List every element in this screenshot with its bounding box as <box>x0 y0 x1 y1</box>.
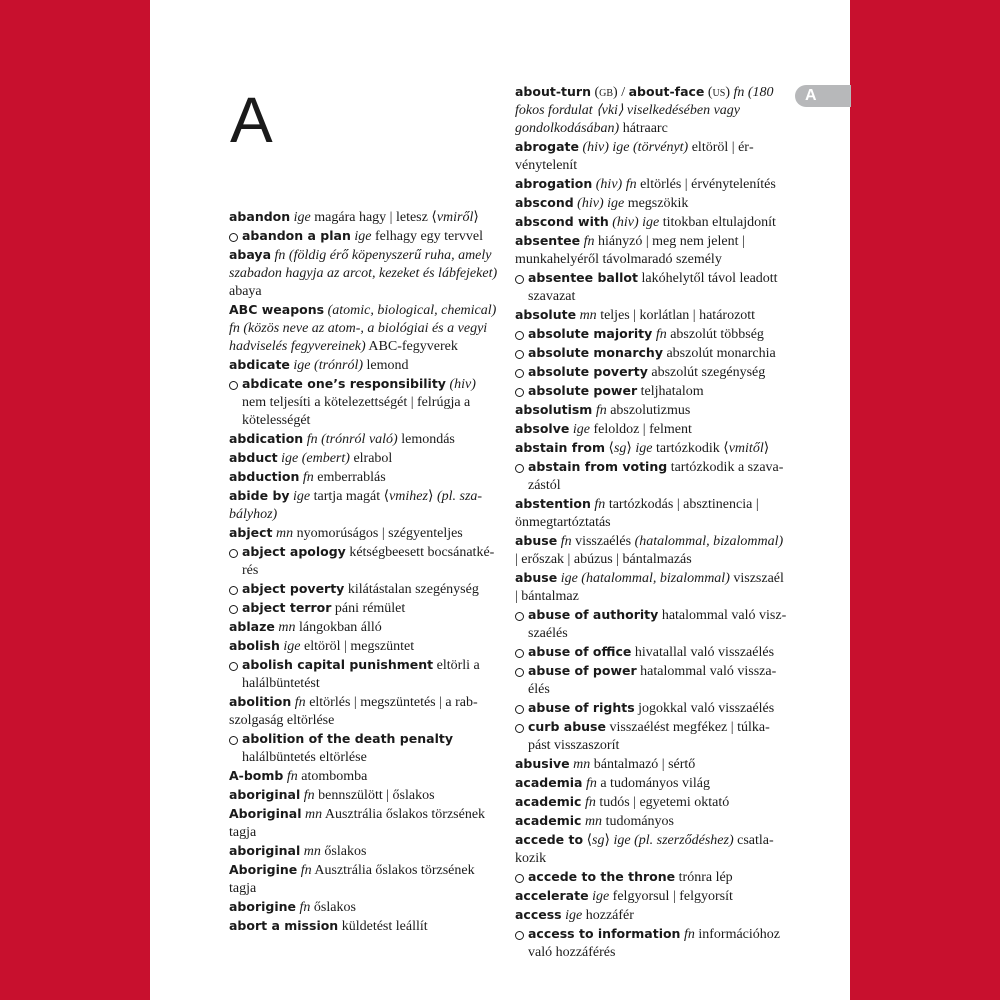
definition: eltörli a halálbüntetést <box>242 658 480 691</box>
headword: abject <box>229 525 273 540</box>
headword: abuse of rights <box>528 700 635 715</box>
definition: mn Ausztrália őslakos törzsének tagja <box>229 807 486 840</box>
headword: A-bomb <box>229 768 284 783</box>
definition: fn információhoz való hozzáférés <box>528 927 780 960</box>
definition: mn bántalmazó | sértő <box>573 757 696 772</box>
sub-entry <box>515 344 787 363</box>
sub-entry <box>515 363 787 382</box>
definition: mn nyomorúságos | szégyenteljes <box>276 526 463 541</box>
definition: ige (embert) elrabol <box>281 451 393 466</box>
headword: abduct <box>229 450 278 465</box>
sub-entry <box>515 662 787 699</box>
definition: jogokkal való visszaélés <box>634 701 775 716</box>
headword: abuse of power <box>528 663 637 678</box>
headword: academic <box>515 794 582 809</box>
headword: absolve <box>515 421 570 436</box>
definition: ige tartja magát ⟨vmihez⟩ (pl. szabályhoz) <box>229 489 483 522</box>
definition: mn teljes | korlátlan | határozott <box>579 308 756 323</box>
sub-entry <box>515 699 787 718</box>
dictionary-entry <box>515 420 787 439</box>
definition: visszaélést megfékez | túlkapást visszaszorít <box>528 720 770 753</box>
definition: fn őslakos <box>299 900 356 915</box>
definition: kétségbeesett bocsánatkérés <box>242 545 495 578</box>
definition: mn lángokban álló <box>278 620 382 635</box>
definition: hatalommal való visszaélés <box>528 664 777 697</box>
headword: abaya <box>229 247 272 262</box>
definition: ige feloldoz | felment <box>572 422 692 437</box>
sub-entry <box>515 325 787 344</box>
headword: abdicate <box>229 357 290 372</box>
dictionary-entry <box>515 232 787 269</box>
dictionary-entry <box>229 487 501 524</box>
definition: (hiv) nem teljesíti a kötelezettségét | felrúgja a kötelességét <box>242 377 476 428</box>
headword: absolute power <box>528 383 638 398</box>
definition: fn visszaélés (hatalommal, bizalommal) | erőszak | abúzus | bántalmazás <box>515 534 784 567</box>
definition: abszolút monarchia <box>662 346 776 361</box>
headword: Aboriginal <box>229 806 302 821</box>
definition: teljhatalom <box>637 384 704 399</box>
dictionary-entry <box>229 524 501 543</box>
dictionary-entry <box>229 898 501 917</box>
dictionary-entry <box>515 532 787 569</box>
headword: abstain from voting <box>528 459 668 474</box>
dictionary-entry <box>515 175 787 194</box>
definition: ⟨sg⟩ ige tartózkodik ⟨vmitől⟩ <box>604 441 770 456</box>
headword: abuse <box>515 533 558 548</box>
headword: absolutism <box>515 402 593 417</box>
dictionary-entry <box>229 861 501 898</box>
headword: abolish capital punishment <box>242 657 434 672</box>
headword: abrogation <box>515 176 593 191</box>
headword: abusive <box>515 756 570 771</box>
dictionary-entry <box>515 138 787 175</box>
dictionary-entry <box>515 194 787 213</box>
dictionary-entry <box>229 618 501 637</box>
definition: ⟨sg⟩ ige (pl. szerződéshez) csatlakozik <box>515 833 774 866</box>
definition: ige hozzáfér <box>565 908 634 923</box>
headword: Aborigine <box>229 862 298 877</box>
section-letter: A <box>230 84 273 156</box>
definition: ige felgyorsul | felgyorsít <box>592 889 733 904</box>
definition: abszolút szegénység <box>647 365 766 380</box>
left-column <box>229 208 501 936</box>
headword: abstention <box>515 496 591 511</box>
definition: ige magára hagy | letesz ⟨vmiről⟩ <box>293 210 479 225</box>
definition: fn a tudományos világ <box>585 776 710 791</box>
headword: accede to <box>515 832 584 847</box>
definition: ige eltöröl | megszüntet <box>283 639 415 654</box>
definition: (hiv) ige (törvényt) eltöröl | érvénytelenít <box>515 140 754 173</box>
dictionary-entry <box>515 755 787 774</box>
headword: abscond <box>515 195 574 210</box>
definition: küldetést leállít <box>338 919 428 934</box>
definition: tartózkodik a szavazástól <box>528 460 784 493</box>
headword: abject apology <box>242 544 346 559</box>
definition: fn hiányzó | meg nem jelent | munkahelyéről távolmaradó személy <box>515 234 745 267</box>
sub-entry <box>229 730 501 767</box>
headword: absolute majority <box>528 326 653 341</box>
headword: abdicate one’s responsibility <box>242 376 446 391</box>
sub-entry <box>229 656 501 693</box>
dictionary-entry <box>515 906 787 925</box>
headword: abolition <box>229 694 292 709</box>
headword: abject terror <box>242 600 332 615</box>
definition: fn Ausztrália őslakos törzsének tagja <box>229 863 475 896</box>
sub-entry <box>229 375 501 430</box>
definition: (atomic, biological, chemical) fn (közös neve az atom-, a biológiai és a vegyi hadviselés fegyvereinek) ABC-fegyverek <box>229 303 497 354</box>
dictionary-entry <box>229 301 501 356</box>
headword: ablaze <box>229 619 275 634</box>
headword: access <box>515 907 562 922</box>
headword: curb abuse <box>528 719 606 734</box>
definition: fn atombomba <box>286 769 368 784</box>
sub-entry <box>229 580 501 599</box>
headword: abuse of office <box>528 644 632 659</box>
sub-entry <box>229 227 501 246</box>
headword: abolition of the death penalty <box>242 731 453 746</box>
definition: ige felhagy egy tervvel <box>354 229 484 244</box>
headword: abscond with <box>515 214 609 229</box>
definition: trónra lép <box>675 870 733 885</box>
sub-entry <box>229 543 501 580</box>
headword: about-turn <box>515 84 591 99</box>
dictionary-entry <box>515 439 787 458</box>
dictionary-entry <box>515 887 787 906</box>
dictionary-entry <box>229 468 501 487</box>
sub-entry <box>515 458 787 495</box>
dictionary-entry <box>229 356 501 375</box>
dictionary-entry <box>229 693 501 730</box>
headword: abandon a plan <box>242 228 351 243</box>
dictionary-entry <box>229 208 501 227</box>
headword: abolish <box>229 638 280 653</box>
dictionary-entry <box>229 786 501 805</box>
headword: abstain from <box>515 440 605 455</box>
definition: hivatallal való visszaélés <box>631 645 775 660</box>
right-column <box>515 83 787 962</box>
headword: accede to the throne <box>528 869 676 884</box>
headword: aborigine <box>229 899 297 914</box>
dictionary-entry <box>515 793 787 812</box>
headword: access to information <box>528 926 681 941</box>
dictionary-entry <box>229 842 501 861</box>
headword: absolute monarchy <box>528 345 663 360</box>
sub-entry <box>515 382 787 401</box>
definition: fn emberrablás <box>302 470 386 485</box>
sub-entry <box>515 606 787 643</box>
headword: absentee ballot <box>528 270 638 285</box>
headword: abuse of authority <box>528 607 659 622</box>
definition: páni rémület <box>331 601 406 616</box>
headword: academia <box>515 775 583 790</box>
sub-entry <box>515 868 787 887</box>
dictionary-entry <box>515 774 787 793</box>
sub-entry <box>515 269 787 306</box>
definition: mn tudományos <box>584 814 675 829</box>
headword: absolute <box>515 307 577 322</box>
headword: ABC weapons <box>229 302 325 317</box>
definition: (hiv) ige titokban eltulajdonít <box>612 215 776 230</box>
definition: fn eltörlés | megszüntetés | a rabszolgaság eltörlése <box>229 695 478 728</box>
definition: (hiv) fn eltörlés | érvénytelenítés <box>595 177 776 192</box>
headword: absentee <box>515 233 581 248</box>
sub-entry <box>515 925 787 962</box>
definition: fn (földig érő köpenyszerű ruha, amely szabadon hagyja az arcot, kezeket és lábfejeket) abaya <box>229 248 498 299</box>
headword: abort a mission <box>229 918 339 933</box>
definition: fn tartózkodás | absztinencia | önmegtartóztatás <box>515 497 759 530</box>
dictionary-entry <box>515 83 787 138</box>
dictionary-entry <box>229 805 501 842</box>
headword: abject poverty <box>242 581 345 596</box>
headword: aboriginal <box>229 843 301 858</box>
dictionary-entry <box>515 213 787 232</box>
definition: ige (hatalommal, bizalommal) viszszaél | bántalmaz <box>515 571 784 604</box>
dictionary-entry <box>515 401 787 420</box>
headword: abrogate <box>515 139 579 154</box>
headword: accelerate <box>515 888 589 903</box>
dictionary-entry <box>515 831 787 868</box>
dictionary-entry <box>229 917 501 936</box>
definition: fn (trónról való) lemondás <box>306 432 455 447</box>
sub-entry <box>515 718 787 755</box>
definition: (gb) / about-face (us) fn (180 fokos fordulat ⟨vki⟩ viselkedésében vagy gondolkodásában) hátraarc <box>515 84 774 136</box>
definition: ige (trónról) lemond <box>293 358 409 373</box>
definition: mn őslakos <box>303 844 367 859</box>
dictionary-entry <box>229 430 501 449</box>
definition: halálbüntetés eltörlése <box>242 750 367 765</box>
dictionary-entry <box>515 569 787 606</box>
dictionary-entry <box>515 495 787 532</box>
definition: fn bennszülött | őslakos <box>303 788 435 803</box>
headword: abduction <box>229 469 300 484</box>
definition: (hiv) ige megszökik <box>577 196 689 211</box>
definition: fn abszolutizmus <box>595 403 691 418</box>
dictionary-entry <box>515 812 787 831</box>
dictionary-entry <box>229 767 501 786</box>
dictionary-entry <box>229 246 501 301</box>
headword: abdication <box>229 431 304 446</box>
headword: abuse <box>515 570 558 585</box>
thumb-index-tab: A <box>795 85 851 107</box>
dictionary-entry <box>229 637 501 656</box>
definition: kilátástalan szegénység <box>344 582 479 597</box>
sub-entry <box>229 599 501 618</box>
definition: fn tudós | egyetemi oktató <box>584 795 730 810</box>
headword: academic <box>515 813 582 828</box>
headword: abide by <box>229 488 290 503</box>
definition: lakóhelytől távol leadott szavazat <box>528 271 778 304</box>
sub-entry <box>515 643 787 662</box>
definition: fn abszolút többség <box>655 327 764 342</box>
headword: aboriginal <box>229 787 301 802</box>
dictionary-entry <box>229 449 501 468</box>
headword: abandon <box>229 209 291 224</box>
definition: hatalommal való viszszaélés <box>528 608 787 641</box>
dictionary-entry <box>515 306 787 325</box>
headword: absolute poverty <box>528 364 648 379</box>
